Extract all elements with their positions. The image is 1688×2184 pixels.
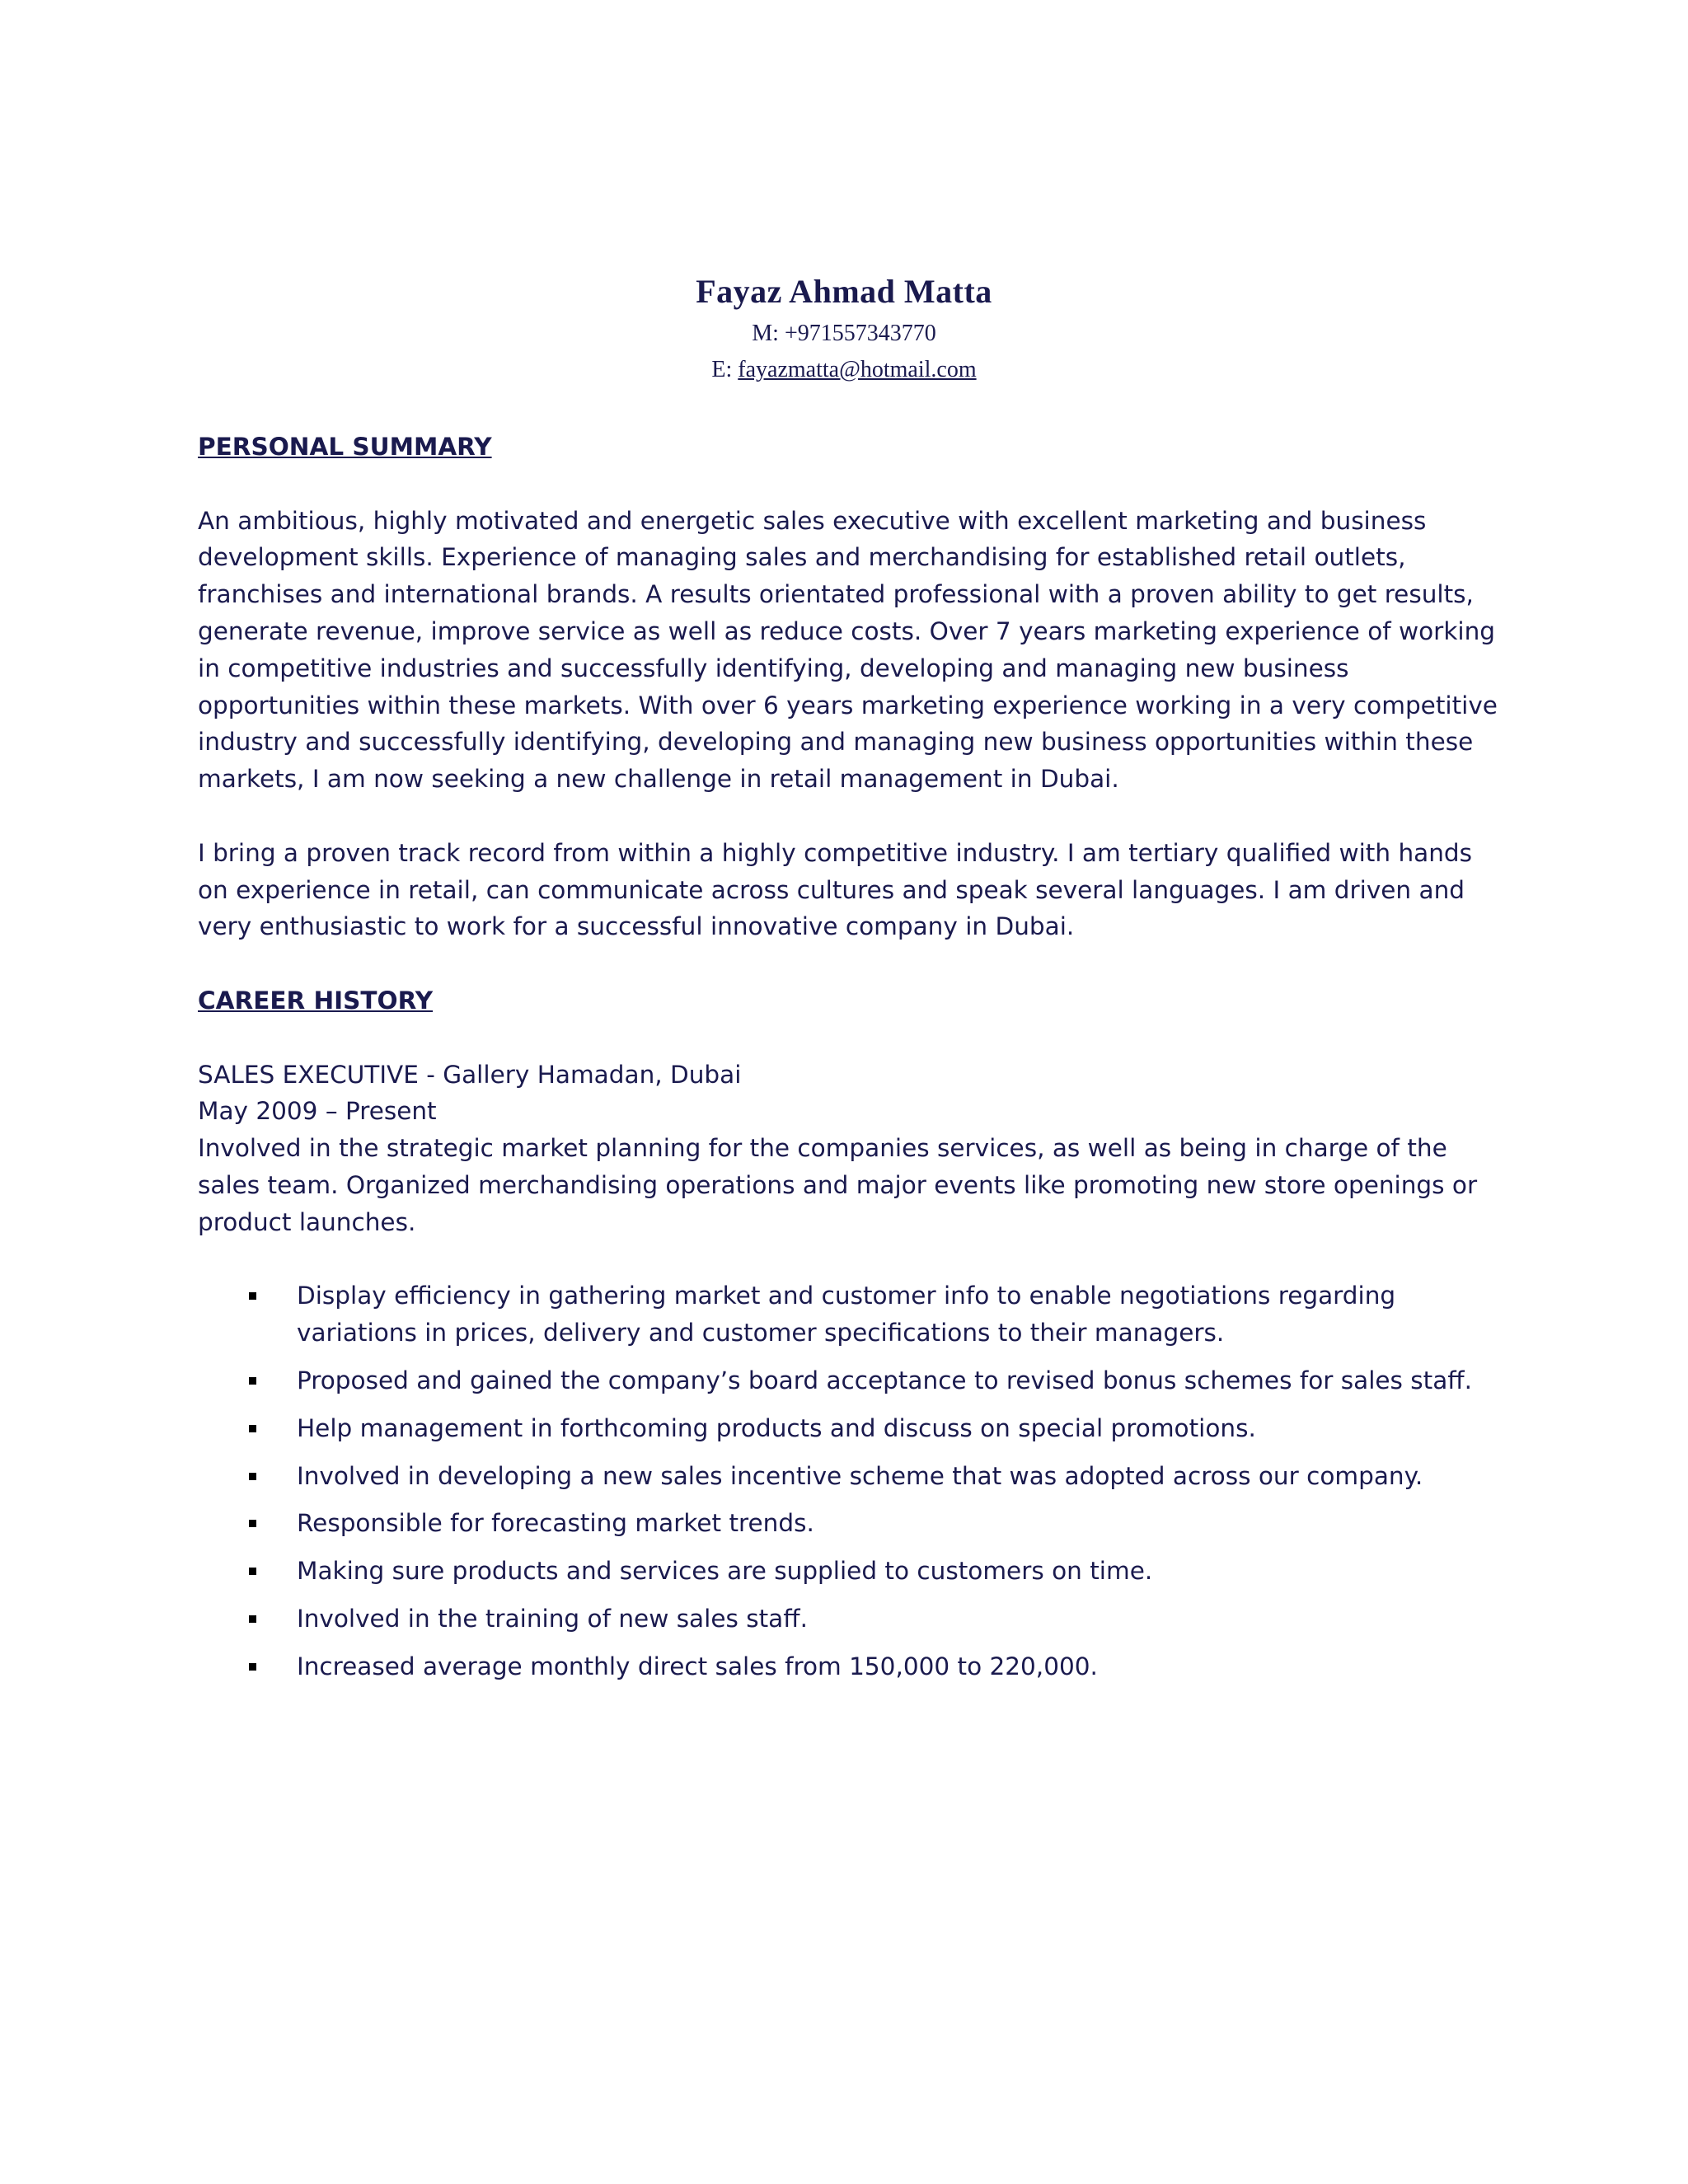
square-bullet-icon — [249, 1568, 256, 1575]
achievements-list — [198, 1277, 1500, 1685]
square-bullet-icon — [249, 1377, 256, 1385]
job-dates: May 2009 – Present — [198, 1097, 437, 1126]
resume-header — [0, 268, 1688, 388]
square-bullet-icon — [249, 1425, 256, 1432]
square-bullet-icon — [249, 1520, 256, 1527]
email-link[interactable]: fayazmatta@hotmail.com — [738, 357, 977, 382]
mobile-number: +971557343770 — [784, 321, 936, 346]
personal-summary-heading: PERSONAL SUMMARY — [198, 433, 492, 461]
list-item-text: Responsible for forecasting market trends. — [297, 1509, 814, 1538]
job-entry — [198, 1057, 1500, 1685]
list-item — [198, 1362, 1500, 1399]
email-label: E: — [711, 357, 738, 382]
square-bullet-icon — [249, 1615, 256, 1623]
list-item — [198, 1410, 1500, 1447]
mobile-label: M: — [752, 321, 785, 346]
list-item — [198, 1277, 1500, 1352]
job-description: Involved in the strategic market planning for the companies services, as well as being in charge of the sales team. Organized merchandising operations and major events like promoting new store openings or product launches. — [198, 1134, 1478, 1236]
list-item-text: Increased average monthly direct sales from 150,000 to 220,000. — [297, 1652, 1098, 1680]
candidate-name: Fayaz Ahmad Matta — [696, 273, 992, 310]
list-item-text: Involved in developing a new sales incentive scheme that was adopted across our company. — [297, 1461, 1423, 1490]
square-bullet-icon — [249, 1292, 256, 1300]
list-item-text: Making sure products and services are supplied to customers on time. — [297, 1557, 1153, 1586]
list-item-text: Help management in forthcoming products and discuss on special promotions. — [297, 1413, 1256, 1442]
email-line — [0, 352, 1688, 388]
list-item — [198, 1505, 1500, 1542]
list-item — [198, 1458, 1500, 1495]
mobile-line — [0, 316, 1688, 352]
job-title: SALES EXECUTIVE - Gallery Hamadan, Dubai — [198, 1060, 742, 1089]
summary-paragraph: I bring a proven track record from within a highly competitive industry. I am tertiary qualified with hands on experience in retail, can communicate across cultures and speak several languages. I am driven and very enthusiastic to work for a successful innovative company in Dubai. — [198, 838, 1473, 941]
career-history-heading: CAREER HISTORY — [198, 986, 434, 1015]
resume-body — [198, 429, 1500, 1696]
square-bullet-icon — [249, 1663, 256, 1671]
list-item — [198, 1648, 1500, 1685]
list-item-text: Display efficiency in gathering market and customer info to enable negotiations regarding variations in prices, delivery and customer specifications to their managers. — [297, 1282, 1396, 1347]
summary-paragraph: An ambitious, highly motivated and energetic sales executive with excellent marketing and business development skills. Experience of managing sales and merchandising for established retail outlets, franchises and international brands. A results orientated professional with a proven ability to get results, generate revenue, improve service as well as reduce costs. Over 7 years marketing experience of working in competitive industries and successfully identifying, developing and managing new business opportunities within these markets. With over 6 years marketing experience working in a very competitive industry and successfully identifying, developing and managing new business opportunities within these markets, I am now seeking a new challenge in retail management in Dubai. — [198, 506, 1498, 794]
list-item-text: Involved in the training of new sales staff. — [297, 1604, 808, 1633]
list-item — [198, 1553, 1500, 1590]
list-item — [198, 1601, 1500, 1638]
list-item-text: Proposed and gained the company’s board acceptance to revised bonus schemes for sales staff. — [297, 1366, 1473, 1394]
square-bullet-icon — [249, 1473, 256, 1480]
